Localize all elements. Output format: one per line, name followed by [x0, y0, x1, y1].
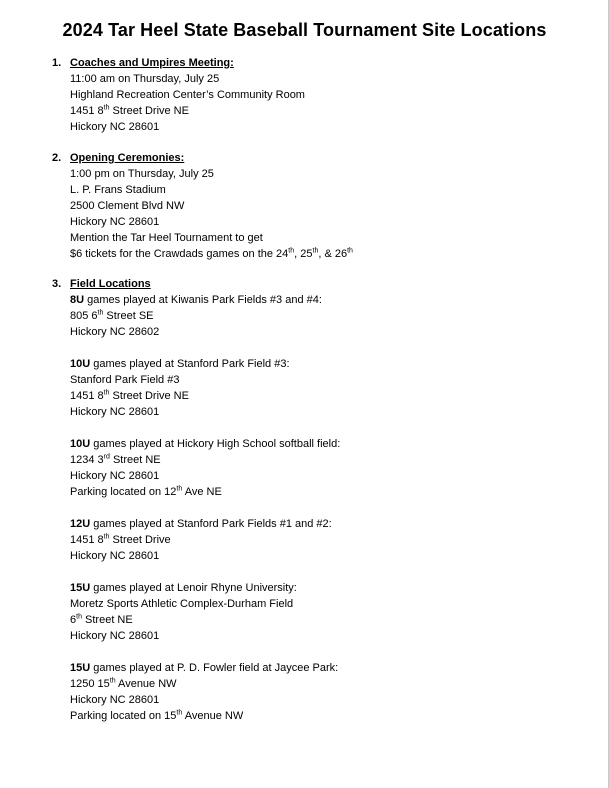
- venue-street: 805 6th Street SE: [70, 309, 154, 322]
- venue-title: 8U games played at Kiwanis Park Fields #3 and #4:: [70, 294, 322, 306]
- venue-10u-stanford: [70, 356, 590, 420]
- venue-title: 10U games played at Hickory High School softball field:: [70, 438, 341, 450]
- venue-street: 6th Street NE: [70, 613, 133, 626]
- venue-street: 1451 8th Street Drive: [70, 533, 171, 546]
- venue-field: Stanford Park Field #3: [70, 374, 180, 386]
- venue-12u-stanford: [70, 516, 590, 564]
- venue-title: 12U games played at Stanford Park Fields #1 and #2:: [70, 518, 332, 530]
- meeting-city: Hickory NC 28601: [70, 121, 160, 133]
- venue-title: 15U games played at Lenoir Rhyne University:: [70, 582, 297, 594]
- section-body: [70, 150, 590, 262]
- ceremony-tickets: $6 tickets for the Crawdads games on the 24th, 25th, & 26th: [70, 247, 353, 260]
- section-heading: Field Locations: [70, 278, 151, 290]
- venue-8u-kiwanis: [70, 292, 590, 340]
- venue-15u-lenoir-rhyne: [70, 580, 590, 644]
- page-title: 2024 Tar Heel State Baseball Tournament Site Locations: [62, 20, 547, 40]
- venue-street: 1451 8th Street Drive NE: [70, 389, 189, 402]
- venue-street: 1250 15th Avenue NW: [70, 677, 177, 690]
- venue-10u-hickory-high: [70, 436, 590, 500]
- ceremony-city: Hickory NC 28601: [70, 216, 160, 228]
- venue-parking: Parking located on 15th Avenue NW: [70, 709, 244, 722]
- ceremony-time: 1:00 pm on Thursday, July 25: [70, 168, 214, 180]
- venue-street: 1234 3rd Street NE: [70, 453, 161, 466]
- section-heading: Opening Ceremonies:: [70, 152, 185, 164]
- section-number: 2.: [52, 152, 62, 164]
- venue-city: Hickory NC 28601: [70, 406, 160, 418]
- section-body: [70, 276, 590, 724]
- venue-title: 15U games played at P. D. Fowler field at Jaycee Park:: [70, 662, 339, 674]
- venue-field: Moretz Sports Athletic Complex-Durham Field: [70, 598, 294, 610]
- ceremony-venue: L. P. Frans Stadium: [70, 184, 166, 196]
- meeting-venue: Highland Recreation Center’s Community Room: [70, 89, 305, 101]
- meeting-street: 1451 8th Street Drive NE: [70, 104, 189, 117]
- ceremony-note: Mention the Tar Heel Tournament to get: [70, 232, 263, 244]
- section-body: [70, 55, 590, 135]
- venue-city: Hickory NC 28601: [70, 470, 160, 482]
- section-number: 1.: [52, 57, 62, 69]
- venue-city: Hickory NC 28601: [70, 550, 160, 562]
- ceremony-street: 2500 Clement Blvd NW: [70, 200, 185, 212]
- venue-title: 10U games played at Stanford Park Field #3:: [70, 358, 290, 370]
- venue-city: Hickory NC 28601: [70, 630, 160, 642]
- meeting-time: 11:00 am on Thursday, July 25: [70, 73, 220, 85]
- venue-city: Hickory NC 28601: [70, 694, 160, 706]
- section-number: 3.: [52, 278, 62, 290]
- venue-city: Hickory NC 28602: [70, 326, 160, 338]
- venue-15u-jaycee-park: [70, 660, 590, 724]
- venue-parking: Parking located on 12th Ave NE: [70, 485, 222, 498]
- section-heading: Coaches and Umpires Meeting:: [70, 57, 234, 69]
